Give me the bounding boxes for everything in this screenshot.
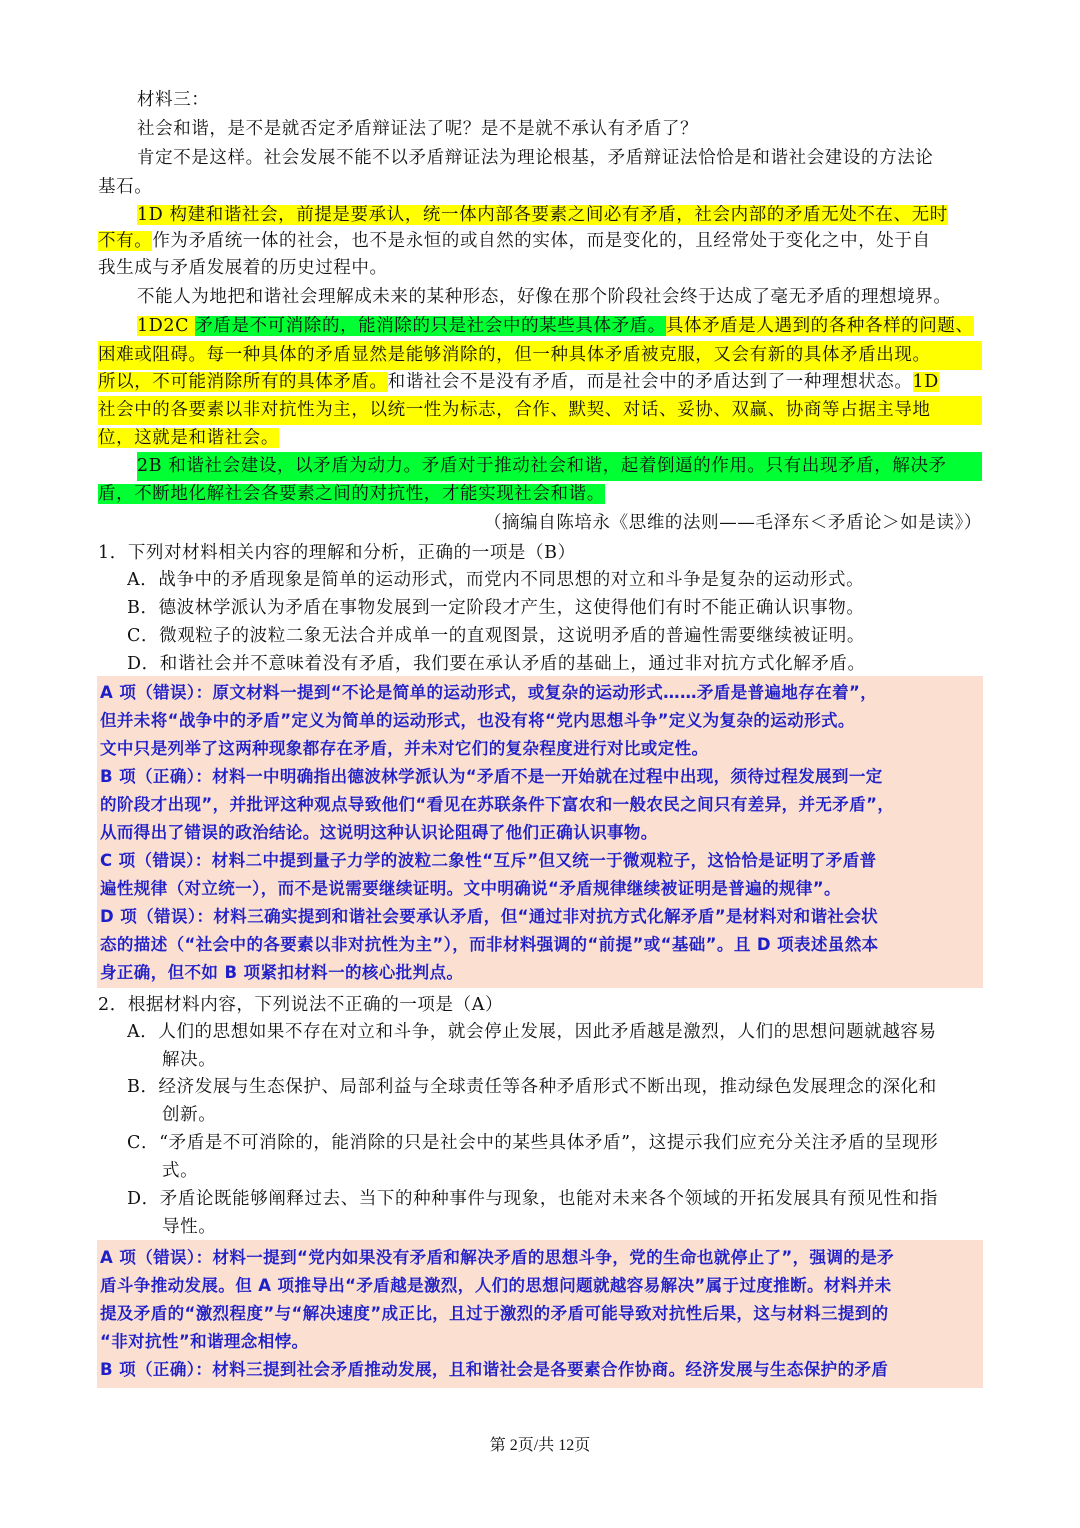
analysis-line: A 项（错误）：原文材料一提到“不论是简单的运动形式，或复杂的运动形式……矛盾是普遍地存在着”， [100,683,878,702]
paragraph-highlighted [137,312,982,341]
option-a: A．战争中的矛盾现象是简单的运动形式，而党内不同思想的对立和斗争是复杂的运动形式。 [127,570,865,590]
paragraph: 社会和谐，是不是就否定矛盾辩证法了呢？是不是就不承认有矛盾了？ [137,119,699,139]
option-b: B．德波林学派认为矛盾在事物发展到一定阶段才产生，这使得他们有时不能正确认识事物。 [127,598,865,618]
paragraph [98,227,982,256]
question-stem: 2．根据材料内容，下列说法不正确的一项是（A） [98,995,504,1015]
analysis-line: B 项（正确）：材料三提到社会矛盾推动发展，且和谐社会是各要素合作协商。经济发展与生态保护的矛盾 [100,1360,889,1379]
answer-analysis-q1 [97,676,983,988]
option-a-cont: 解决。 [162,1050,217,1070]
analysis-line: 提及矛盾的“激烈程度”与“解决速度”成正比，且过于激烈的矛盾可能导致对抗性后果，这与材料三提到的 [100,1304,889,1323]
analysis-line: 遍性规律（对立统一），而不是说需要继续证明。文中明确说“矛盾规律继续被证明是普遍的规律”。 [100,879,841,898]
analysis-line: B 项（正确）：材料一中明确指出德波林学派认为“矛盾不是一开始就在过程中出现，须待过程发展到一定 [100,767,883,786]
analysis-line: C 项（错误）：材料二中提到量子力学的波粒二象性“互斥”但又统一于微观粒子，这恰恰是证明了矛盾普 [100,851,877,870]
paragraph: 我生成与矛盾发展着的历史过程中。 [98,258,388,278]
paragraph [98,368,982,397]
paragraph-highlighted-green: 2B 和谐社会建设，以矛盾为动力。矛盾对于推动社会和谐，起着倒逼的作用。只有出现矛盾，解决矛 [137,452,982,481]
paragraph-highlighted: 社会中的各要素以非对抗性为主，以统一性为标志，合作、默契、对话、妥协、双赢、协商等占据主导地 [98,396,982,425]
analysis-line: 文中只是列举了这两种现象都存在矛盾，并未对它们的复杂程度进行对比或定性。 [100,739,709,758]
option-d: D．矛盾论既能够阐释过去、当下的种种事件与现象，也能对未来各个领域的开拓发展具有预见性和指 [127,1189,939,1209]
highlight-green: 矛盾是不可消除的，能消除的只是社会中的某些具体矛盾。 [195,316,666,336]
analysis-line: D 项（错误）：材料三确实提到和谐社会要承认矛盾，但“通过非对抗方式化解矛盾”是材料对和谐社会状 [100,907,879,926]
source-citation: （摘编自陈培永《思维的法则——毛泽东＜矛盾论＞如是读》） [483,513,982,533]
highlight-yellow: 位，这就是和谐社会。 [98,428,279,448]
option-d: D．和谐社会并不意味着没有矛盾，我们要在承认矛盾的基础上，通过非对抗方式化解矛盾。 [127,654,866,674]
analysis-line: “非对抗性”和谐理念相悖。 [100,1332,309,1351]
paragraph: 不能人为地把和谐社会理解成未来的某种形态，好像在那个阶段社会终于达成了毫无矛盾的理想境界。 [137,287,952,307]
page-footer: 第 2页/共 12页 [489,1437,591,1454]
highlight-yellow: 1D2C [137,316,196,336]
analysis-line: A 项（错误）：材料一提到“党内如果没有矛盾和解决矛盾的思想斗争，党的生命也就停止了”，强调的是矛 [100,1248,895,1267]
option-c: C．微观粒子的波粒二象无法合并成单一的直观图景，这说明矛盾的普遍性需要继续被证明。 [127,626,865,646]
question-stem: 1．下列对材料相关内容的理解和分析，正确的一项是（B） [98,543,576,563]
option-d-cont: 导性。 [162,1217,217,1237]
highlight-yellow: 1D 构建和谐社会，前提是要承认，统一体内部各要素之间必有矛盾，社会内部的矛盾无处不在、无时 [137,205,948,225]
analysis-line: 但并未将“战争中的矛盾”定义为简单的运动形式，也没有将“党内思想斗争”定义为复杂的运动形式。 [100,711,855,730]
material-heading: 材料三： [137,90,210,110]
analysis-line: 从而得出了错误的政治结论。这说明这种认识论阻碍了他们正确认识事物。 [100,823,658,842]
paragraph-highlighted: 困难或阻碍。每一种具体的矛盾显然是能够消除的，但一种具体矛盾被克服，又会有新的具体矛盾出现。 [98,341,982,370]
highlight-yellow: 不有。 [98,231,153,251]
option-b-cont: 创新。 [162,1105,217,1125]
paragraph: 基石。 [98,177,153,197]
option-c-cont: 式。 [162,1161,199,1181]
paragraph [98,424,982,453]
text-run: 和谐社会不是没有矛盾，而是社会中的矛盾达到了一种理想状态。 [387,372,913,392]
analysis-line: 盾斗争推动发展。但 A 项推导出“矛盾越是激烈，人们的思想问题就越容易解决”属于过度推断。材料并未 [100,1276,892,1295]
highlight-yellow: 所以，不可能消除所有的具体矛盾。 [98,372,388,392]
analysis-line: 的阶段才出现”，并批评这种观点导致他们“看见在苏联条件下富农和一般农民之间只有差异，并无矛盾”， [100,795,895,814]
option-a: A．人们的思想如果不存在对立和斗争，就会停止发展，因此矛盾越是激烈，人们的思想问题就越容易 [127,1022,937,1042]
paragraph: 肯定不是这样。社会发展不能不以矛盾辩证法为理论根基，矛盾辩证法恰恰是和谐社会建设的方法论 [137,148,934,168]
option-b: B．经济发展与生态保护、局部利益与全球责任等各种矛盾形式不断出现，推动绿色发展理念的深化和 [127,1077,937,1097]
answer-analysis-q2 [97,1240,983,1388]
highlight-yellow: 1D [912,372,939,392]
paragraph [98,480,982,509]
option-c: C．“矛盾是不可消除的，能消除的只是社会中的某些具体矛盾”，这提示我们应充分关注矛盾的呈现形 [127,1133,939,1153]
highlight-yellow: 具体矛盾是人遇到的各种各样的问题、 [665,316,974,336]
analysis-line: 态的描述（“社会中的各要素以非对抗性为主”），而非材料强调的“前提”或“基础”。且 D 项表述虽然本 [100,935,879,954]
paragraph-highlighted [137,201,982,230]
text-run: 作为矛盾统一体的社会，也不是永恒的或自然的实体，而是变化的，且经常处于变化之中，处于自 [152,231,931,251]
analysis-line: 身正确，但不如 B 项紧扣材料一的核心批判点。 [100,963,464,982]
highlight-green: 盾，不断地化解社会各要素之间的对抗性，才能实现社会和谐。 [98,484,605,504]
